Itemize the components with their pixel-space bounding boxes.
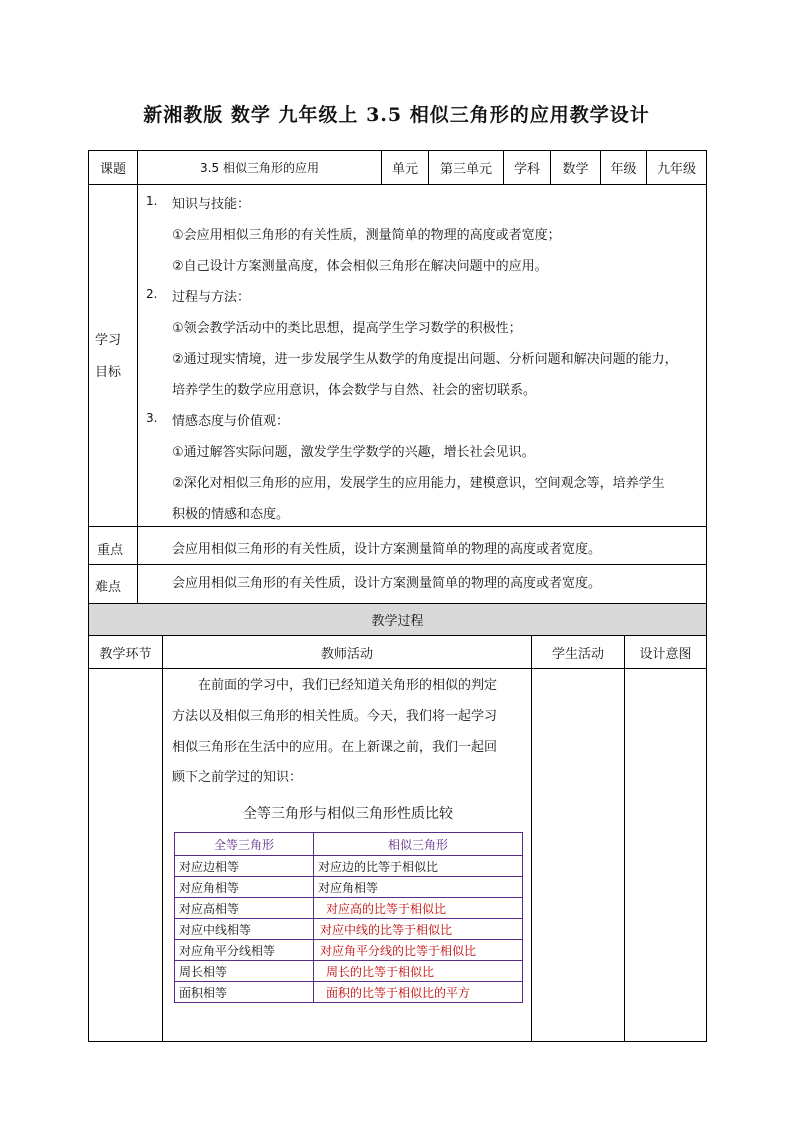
compare-right-cell: 对应中线的比等于相似比 [314, 919, 523, 940]
subject-label: 学科 [513, 162, 540, 177]
compare-table [174, 832, 523, 1003]
goal-1-number: 1. [146, 194, 158, 208]
table-row [175, 940, 523, 961]
key-point-label: 重点 [97, 543, 124, 558]
unit-label: 单元 [391, 162, 418, 177]
goal-1-title: 知识与技能： [172, 197, 251, 212]
difficulty-text: 会应用相似三角形的有关性质，设计方案测量简单的物理的高度或者宽度。 [172, 576, 602, 591]
intro-line-2: 方法以及相似三角形的相关性质。今天，我们将一起学习 [172, 708, 498, 724]
subject-value: 数学 [562, 162, 589, 177]
col-student: 学生活动 [551, 646, 604, 662]
col-intent: 设计意图 [639, 646, 692, 662]
table-row [175, 961, 523, 982]
goal-2-title: 过程与方法： [172, 290, 251, 305]
goal-2-line-2: ②通过现实情境，进一步发展学生从数学的角度提出问题、分析问题和解决问题的能力， [172, 352, 678, 367]
goal-2-line-1: ①领会教学活动中的类比思想，提高学生学习数学的积极性； [172, 321, 522, 336]
col-stage: 教学环节 [99, 646, 152, 662]
difficulty-label: 难点 [95, 580, 122, 595]
compare-left-cell: 周长相等 [175, 961, 314, 982]
table-row [175, 877, 523, 898]
compare-left-cell: 对应角相等 [175, 877, 314, 898]
key-point-text: 会应用相似三角形的有关性质，设计方案测量简单的物理的高度或者宽度。 [172, 542, 602, 557]
goal-1-line-2: ②自己设计方案测量高度，体会相似三角形在解决问题中的应用。 [172, 259, 548, 274]
compare-right-cell: 周长的比等于相似比 [314, 961, 523, 982]
compare-left-cell: 对应高相等 [175, 898, 314, 919]
table-row [175, 898, 523, 919]
compare-head-left: 全等三角形 [175, 833, 314, 856]
unit-value: 第三单元 [439, 162, 492, 177]
table-row [175, 919, 523, 940]
goal-3-line-1: ①通过解答实际问题，激发学生学数学的兴趣，增长社会见识。 [172, 445, 535, 460]
table-row [175, 982, 523, 1003]
compare-right-cell: 面积的比等于相似比的平方 [314, 982, 523, 1003]
goal-2-line-3: 培养学生的数学应用意识，体会数学与自然、社会的密切联系。 [172, 383, 537, 398]
compare-right-cell: 对应角平分线的比等于相似比 [314, 940, 523, 961]
compare-left-cell: 对应中线相等 [175, 919, 314, 940]
compare-left-cell: 对应边相等 [175, 856, 314, 877]
goal-2-number: 2. [146, 287, 158, 301]
goals-label-2: 目标 [95, 365, 122, 380]
process-header: 教学过程 [371, 614, 424, 629]
table-row [175, 856, 523, 877]
intro-line-1: 在前面的学习中，我们已经知道关角形的相似的判定 [198, 678, 498, 693]
compare-title: 全等三角形与相似三角形性质比较 [243, 806, 453, 822]
intro-paragraph [172, 671, 528, 794]
compare-head-right: 相似三角形 [314, 833, 523, 856]
goal-3-number: 3. [146, 411, 158, 425]
course-value: 3.5 相似三角形的应用 [200, 161, 319, 175]
compare-left-cell: 对应角平分线相等 [175, 940, 314, 961]
page-title: 新湘教版 数学 九年级上 3.5 相似三角形的应用教学设计 [143, 104, 650, 126]
col-teacher: 教师活动 [320, 646, 373, 662]
compare-right-cell: 对应高的比等于相似比 [314, 898, 523, 919]
grade-value: 九年级 [656, 162, 696, 177]
goal-3-line-3: 积极的情感和态度。 [172, 507, 290, 522]
goal-3-title: 情感态度与价值观： [172, 414, 290, 429]
compare-left-cell: 面积相等 [175, 982, 314, 1003]
intro-line-3: 相似三角形在生活中的应用。在上新课之前，我们一起回 [172, 739, 498, 755]
goals-label-1: 学习 [95, 333, 122, 348]
compare-right-cell: 对应角相等 [314, 877, 523, 898]
goal-3-line-2: ②深化对相似三角形的应用，发展学生的应用能力，建模意识，空间观念等，培养学生 [172, 476, 665, 491]
grade-label: 年级 [610, 162, 637, 177]
goal-1-line-1: ①会应用相似三角形的有关性质，测量简单的物理的高度或者宽度； [172, 228, 561, 243]
intro-line-4: 顾下之前学过的知识： [172, 770, 303, 786]
compare-right-cell: 对应边的比等于相似比 [314, 856, 523, 877]
course-label: 课题 [99, 162, 126, 177]
